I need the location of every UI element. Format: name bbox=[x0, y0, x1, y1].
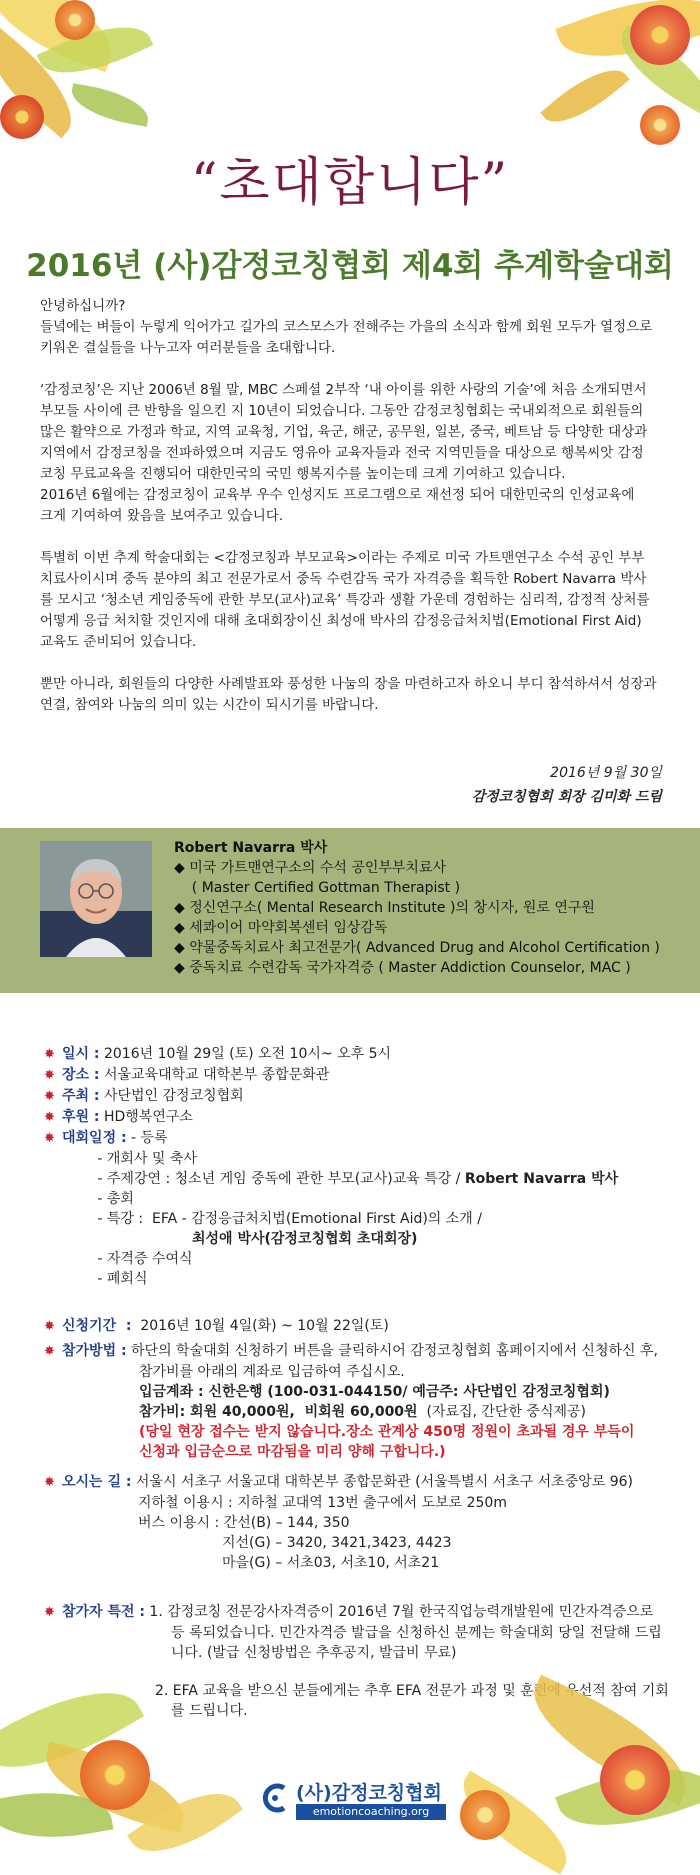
benefit-item: 1. 감정코칭 전문강사자격증이 2016년 7월 한국직업능력개발원에 민간자격증으로 bbox=[149, 1604, 654, 1620]
host-label: 주최 : bbox=[62, 1088, 100, 1104]
asterisk-icon: ✸ bbox=[44, 1110, 55, 1125]
profile-line: ◆ 정신연구소( Mental Research Institute )의 창시자, 원로 연구원 bbox=[174, 900, 595, 916]
period-label: 신청기간 : bbox=[62, 1318, 132, 1334]
profile-line: ◆ 세콰이어 마약회복센터 임상감독 bbox=[174, 920, 388, 936]
schedule-item: - 특강 : EFA - 감정응급처치법(Emotional First Aid)의 소개 / bbox=[44, 1211, 482, 1227]
participation-fee: 참가비: 회원 40,000원, 비회원 60,000원 bbox=[139, 1404, 418, 1420]
asterisk-icon: ✸ bbox=[44, 1319, 55, 1334]
logo-name: (사)감정코칭협회 bbox=[296, 1782, 442, 1804]
schedule-speaker: 최성애 박사(감정코칭협회 초대회장) bbox=[192, 1231, 418, 1247]
letter-paragraph: 안녕하십니까? 들녘에는 벼들이 누렇게 익어가고 길가의 코스모스가 전해주는 가을의 소식과 함께 회원 모두가 열정으로 키워온 결실들을 나누고자 여러분들을 초대합니다. bbox=[40, 298, 653, 356]
asterisk-icon: ✸ bbox=[44, 1344, 55, 1359]
letter-paragraph: ‘감정코칭’은 지난 2006년 8월 말, MBC 스페셜 2부작 ‘내 아이를 위한 사랑의 기술’에 처음 소개되면서 부모들 사이에 큰 반향을 일으킨 지 10년이 되었습니다. 그동안 감정코칭협회는 국내외적으로 회원들의 많은 활약으로 가정과 학교, 지역 교육청, 기업, 육군, 해군, 공무원, 일본, 중국, 베트남 등 다양한 대상과 지역에서 감정코칭을 전파하였으며 지금도 영유아 교육자들과 전국 지역민들을 대상으로 행복씨앗 감정 코칭 무료교육을 진행되어 대한민국의 국민 행복지수를 높이는데 크게 기여하고 있습니다. 2016년 6월에는 감정코칭이 교육부 우수 인성지도 프로그램으로 재선정 되어 대한민국의 인성교육에 크게 기여하여 왔음을 보여주고 있습니다. bbox=[40, 382, 648, 524]
directions-bus: 마을(G) – 서초03, 서초10, 서초21 bbox=[222, 1555, 440, 1571]
bank-account: 입금계좌 : 신한은행 (100-031-044150/ 예금주: 사단법인 감정코칭협회) bbox=[139, 1384, 610, 1400]
directions-label: 오시는 길 : bbox=[62, 1474, 132, 1490]
letter-date: 2016년 9월 30일 bbox=[550, 765, 662, 781]
profile-line: ( Master Certified Gottman Therapist ) bbox=[174, 880, 461, 896]
speaker-photo bbox=[40, 841, 152, 957]
schedule-label: 대회일정 : bbox=[62, 1130, 127, 1146]
directions-bus: 버스 이용시 : 간선(B) – 144, 350 bbox=[138, 1515, 350, 1531]
asterisk-icon: ✸ bbox=[44, 1475, 55, 1490]
asterisk-icon: ✸ bbox=[44, 1089, 55, 1104]
letter-paragraph: 특별히 이번 추계 학술대회는 <감정코칭과 부모교육>이라는 주제로 미국 가트맨연구소 수석 공인 부부 치료사이시며 중독 분야의 최고 전문가로서 중독 수련감독 국가 자격증을 획득한 Robert Navarra 박사 를 모시고 ‘청소년 게임중독에 관한 부모(교사)교육’ 특강과 생활 가운데 경험하는 심리적, 감정적 상처를 어떻게 응급 처치할 것인지에 대해 초대회장이신 최성애 박사의 감정응급처치법(Emotional First Aid) 교육도 준비되어 있습니다. bbox=[40, 550, 650, 650]
asterisk-icon: ✸ bbox=[44, 1605, 55, 1620]
profile-line: ◆ 중독치료 수련감독 국가자격증 ( Master Addiction Counselor, MAC ) bbox=[174, 960, 631, 976]
sponsor-label: 후원 : bbox=[62, 1109, 100, 1125]
schedule-item: - 자격증 수여식 bbox=[44, 1251, 193, 1267]
asterisk-icon: ✸ bbox=[44, 1068, 55, 1083]
event-date: 2016년 10월 29일 (토) 오전 10시~ 오후 5시 bbox=[99, 1046, 392, 1062]
letter-paragraph: 뿐만 아니라, 회원들의 다양한 사례발표와 풍성한 나눔의 장을 마련하고자 하오니 부디 참석하셔서 성장과 연결, 참여와 나눔의 의미 있는 시간이 되시기를 바랍니다. bbox=[40, 676, 657, 713]
warning-notice: (당일 현장 접수는 받지 않습니다.장소 관계상 450명 정원이 초과될 경우 부득이 bbox=[139, 1424, 635, 1440]
directions-section bbox=[44, 1472, 633, 1573]
method-label: 참가방법 : bbox=[62, 1343, 127, 1359]
schedule-item: - 주제강연 : 청소년 게임 중독에 관한 부모(교사)교육 특강 / bbox=[44, 1171, 465, 1187]
where-label: 장소 : bbox=[62, 1067, 100, 1083]
invitation-letter bbox=[40, 296, 675, 737]
event-subtitle: 2016년 (사)감정코칭협회 제4회 추계학술대회 bbox=[26, 248, 674, 284]
fee-note: (자료집, 간단한 중식제공) bbox=[417, 1404, 586, 1420]
benefit-item: 등 록되었습니다. 민간자격증 발급을 신청하신 분께는 학술대회 당일 전달해 드립 bbox=[171, 1625, 662, 1641]
event-venue: 서울교육대학교 대학본부 종합문화관 bbox=[99, 1067, 330, 1083]
logo-mark-icon bbox=[260, 1780, 290, 1816]
speaker-profile bbox=[174, 838, 660, 978]
application-section bbox=[44, 1316, 658, 1462]
event-sponsor: HD행복연구소 bbox=[99, 1109, 193, 1125]
schedule-item: - 개회사 및 축사 bbox=[44, 1151, 197, 1167]
benefit-item: 니다. (발급 신청방법은 추후공지, 발급비 무료) bbox=[171, 1645, 457, 1661]
letter-signature: 감정코칭협회 회장 김미화 드림 bbox=[471, 789, 662, 805]
when-label: 일시 : bbox=[62, 1046, 100, 1062]
schedule-item: - 등록 bbox=[126, 1130, 168, 1146]
invitation-title: “초대합니다” bbox=[190, 153, 510, 213]
asterisk-icon: ✸ bbox=[44, 1047, 55, 1062]
event-details bbox=[44, 1044, 618, 1289]
logo-url: emotioncoaching.org bbox=[296, 1804, 446, 1820]
benefit-item: 를 드립니다. bbox=[171, 1703, 248, 1719]
benefits-label: 참가자 특전 : bbox=[62, 1604, 145, 1620]
directions-subway: 지하철 이용시 : 지하철 교대역 13번 출구에서 도보로 250m bbox=[138, 1495, 507, 1511]
warning-notice: 신청과 입금순으로 마감됨을 미리 양해 구합니다.) bbox=[139, 1444, 446, 1460]
apply-method: 참가비를 아래의 계좌로 입금하여 주십시오. bbox=[139, 1364, 405, 1380]
profile-line: ◆ 약물중독치료사 최고전문가( Advanced Drug and Alcohol Certification ) bbox=[174, 940, 660, 956]
profile-line: ◆ 미국 가트맨연구소의 수석 공인부부치료사 bbox=[174, 860, 446, 876]
schedule-item: - 총회 bbox=[44, 1191, 134, 1207]
asterisk-icon: ✸ bbox=[44, 1131, 55, 1146]
directions-bus: 지선(G) – 3420, 3421,3423, 4423 bbox=[222, 1535, 452, 1551]
schedule-speaker: Robert Navarra 박사 bbox=[464, 1171, 619, 1187]
apply-period: 2016년 10월 4일(화) ~ 10월 22일(토) bbox=[131, 1318, 389, 1334]
benefit-item: 2. EFA 교육을 받으신 분들에게는 추후 EFA 전문가 과정 및 훈련에 우선적 참여 기회 bbox=[155, 1683, 669, 1699]
schedule-item: - 폐회식 bbox=[44, 1271, 148, 1287]
event-host: 사단법인 감정코칭협회 bbox=[99, 1088, 244, 1104]
directions-address: 서울시 서초구 서울교대 대학본부 종합문화관 (서울특별시 서초구 서초중앙로 96) bbox=[131, 1474, 634, 1490]
apply-method: 하단의 학술대회 신청하기 버튼을 클릭하시어 감정코칭협회 홈페이지에서 신청하신 후, bbox=[126, 1343, 658, 1359]
speaker-name: Robert Navarra 박사 bbox=[174, 840, 328, 856]
